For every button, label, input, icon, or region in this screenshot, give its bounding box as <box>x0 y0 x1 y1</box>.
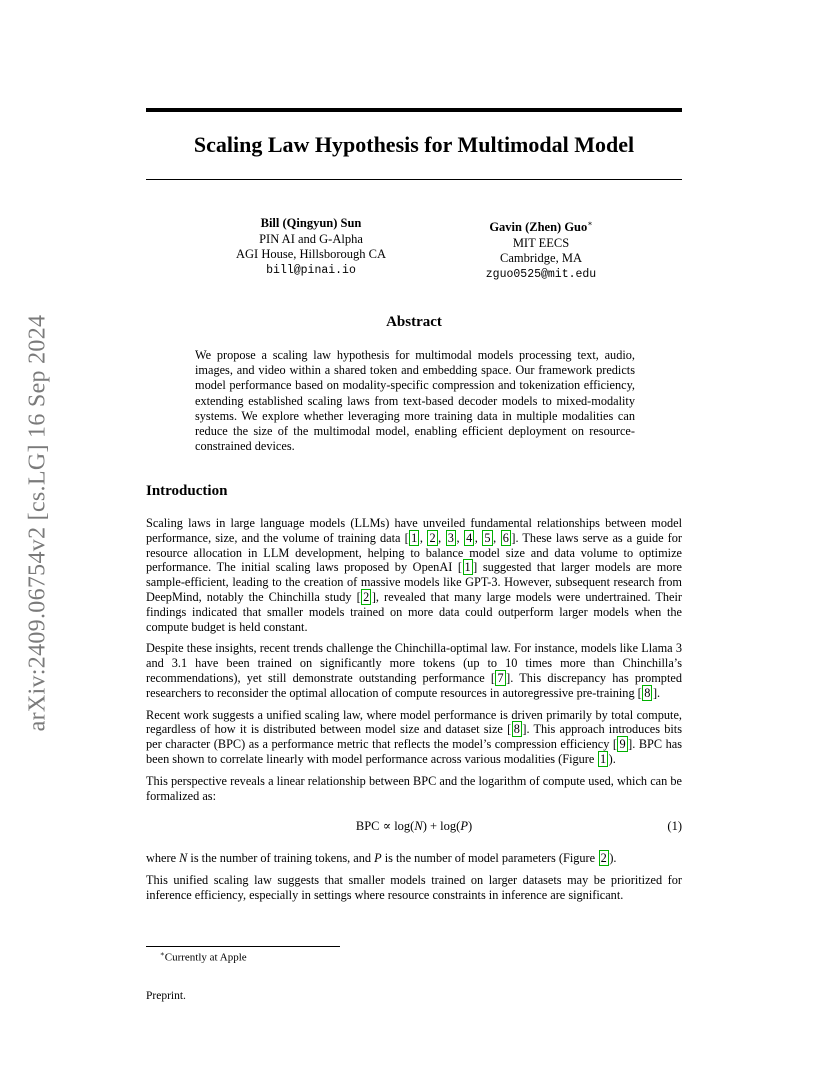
paragraph: This perspective reveals a linear relationship between BPC and the logarithm of compute used, which can be formalized as: <box>146 773 682 803</box>
citation-link[interactable]: 1 <box>411 530 418 545</box>
author-location: Cambridge, MA <box>500 251 582 266</box>
footnote-rule <box>146 946 340 947</box>
citation-link[interactable]: 4 <box>466 530 473 545</box>
author-name: Bill (Qingyun) Sun <box>260 216 362 230</box>
text: ) <box>467 819 473 834</box>
title-top-rule <box>146 108 682 112</box>
paragraph: This unified scaling law suggests that smaller models trained on larger datasets may be prioritized for inference efficiency, especially in settings where resource constraints in inference are significant. <box>146 873 682 902</box>
footnote-text: Currently at Apple <box>164 951 247 964</box>
footnote <box>160 950 247 964</box>
paragraph <box>146 708 682 767</box>
citation-link[interactable]: 6 <box>502 530 509 545</box>
variable: P <box>460 819 468 834</box>
author-location: AGI House, Hillsborough CA <box>236 247 386 261</box>
author-email[interactable]: bill@pinai.io <box>266 263 356 277</box>
text: ]. BPC has been shown to correlate linearly with model performance across various modalities (Figure <box>146 737 682 766</box>
preprint-label: Preprint. <box>146 990 186 1002</box>
author-block <box>216 216 406 278</box>
variable: N <box>179 851 188 866</box>
arxiv-stamp: arXiv:2409.06754v2 [cs.LG] 16 Sep 2024 <box>24 314 51 732</box>
text: ]. This discrepancy has prompted researchers to reconsider the optimal allocation of compute resources in autoregressive pre-training [ <box>146 670 682 700</box>
paragraph: Scaling laws in large language models (LLMs) have unveiled fundamental relationships between model performance, size, and the volume of training data [ 1 , 2 , 3 , 4 , 5 , 6 ]. These laws serve as a guide for resource allocation in LLM development, helping to balance model size and data volume to optimize performance. The initial scaling laws proposed by OpenAI [ 1 ] suggested that larger models are more sample-efficient, leading to the creation of massive models like GPT-3. However, subsequent research from DeepMind, notably the Chinchilla study [ 2 ], revealed that many large models were undertrained. Their findings indicated that smaller models trained on more data could outperform larger models when the compute budget is held constant. <box>146 516 683 634</box>
author-block <box>446 216 636 282</box>
author-name <box>446 216 636 236</box>
variable: N <box>414 819 423 834</box>
footnote-marker[interactable]: ∗ <box>587 219 593 228</box>
abstract-text: We propose a scaling law hypothesis for multimodal models processing text, audio, images, and video within a shared token and embedding space. Our framework predicts model performance based on modality-specific compression and tokenization efficiency, extending established scaling laws from text-based decoder models to mixed-modality systems. We explore whether leveraging more training data in multiple modalities can reduce the size of the multimodal model, enabling efficient deployment on resource-constrained devices. <box>195 348 635 454</box>
text: BPC ∝ log( <box>355 819 415 834</box>
title-bottom-rule <box>146 179 682 180</box>
citation-link[interactable]: 8 <box>644 685 651 700</box>
introduction-body <box>146 516 682 910</box>
citation-link[interactable]: 5 <box>484 530 491 545</box>
text: ). <box>608 751 616 766</box>
equation-number: (1) <box>667 819 682 834</box>
citation-link[interactable]: 9 <box>619 737 626 752</box>
text: ) + log( <box>422 819 461 834</box>
paper-title: Scaling Law Hypothesis for Multimodal Model <box>193 132 635 157</box>
author-email[interactable]: zguo0525@mit.edu <box>485 267 597 281</box>
citation-link[interactable]: 1 <box>464 560 471 575</box>
text: ], revealed that many large models were undertrained. Their findings indicated that smaller models trained on more data could outperform larger models when the compute budget is held constant. <box>146 589 682 634</box>
footnote-marker: ∗ <box>160 950 165 958</box>
figure-link[interactable]: 1 <box>599 751 607 766</box>
equation <box>146 813 682 843</box>
citation-link[interactable]: 2 <box>429 530 436 545</box>
introduction-heading: Introduction <box>146 483 228 499</box>
text: ]. <box>652 685 661 700</box>
figure-link[interactable]: 2 <box>600 851 607 866</box>
author-affiliation: PIN AI and G-Alpha <box>259 231 363 246</box>
citation-link[interactable]: 2 <box>363 589 370 604</box>
text: Scaling laws in large language models (LLMs) have unveiled fundamental relationships between model performance, size, and the volume of training data [ <box>146 516 682 545</box>
citation-link[interactable]: 3 <box>447 530 454 545</box>
paragraph <box>146 641 682 700</box>
citation-link[interactable]: 7 <box>497 670 504 685</box>
text: is the number of training tokens, and <box>187 851 375 866</box>
paragraph <box>146 851 682 866</box>
author-affiliation: MIT EECS <box>512 235 570 250</box>
text: ] suggested that larger models are more sample-efficient, leading to the creation of massive models like GPT-3. However, subsequent research from DeepMind, notably the Chinchilla study [ <box>146 560 682 604</box>
author-name-text: Gavin (Zhen) Guo <box>489 220 588 235</box>
text: Recent work suggests a unified scaling law, where model performance is driven primarily by total compute, regardless of how it is distributed between model size and dataset size [ <box>146 707 682 737</box>
text: ). <box>609 851 617 866</box>
citation-link[interactable]: 8 <box>513 722 520 737</box>
text: ]. These laws serve as a guide for resource allocation in LLM development, helping to balance model size and data volume to optimize performance. The initial scaling laws proposed by OpenAI [ <box>146 530 683 575</box>
text: Despite these insights, recent trends challenge the Chinchilla-optimal law. For instance, models like Llama 3 and 3.1 have been trained on significantly more tokens (up to 10 times more than Chinchilla’s recommendations), yet still demonstrate outstanding performance [ <box>146 641 682 685</box>
variable: P <box>374 851 382 866</box>
text: is the number of model parameters (Figure <box>381 851 599 866</box>
equation-formula <box>146 819 682 834</box>
text: ]. This approach introduces bits per character (BPC) as a performance metric that reflects the model’s compression efficiency [ <box>146 722 682 752</box>
text: where <box>146 851 180 866</box>
abstract-heading: Abstract <box>386 314 442 330</box>
